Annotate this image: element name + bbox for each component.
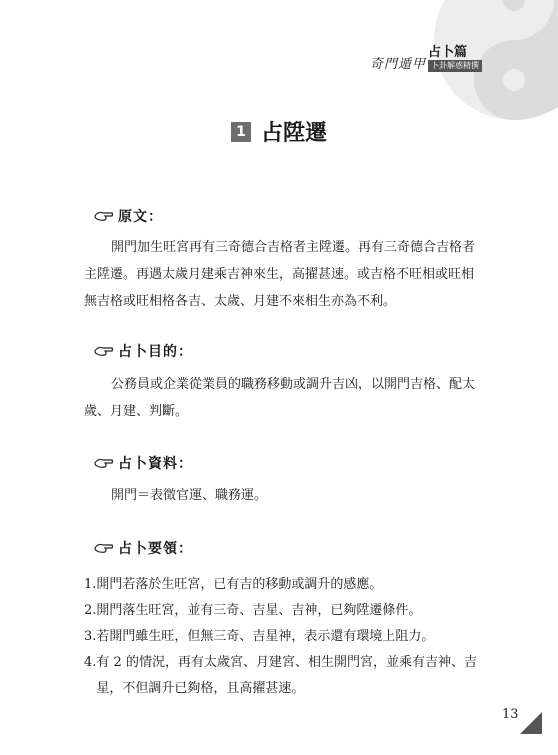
list-item (84, 572, 484, 598)
corner-triangle-icon (520, 712, 542, 734)
pointing-hand-icon (94, 345, 114, 357)
section-label: 占卜要領： (118, 541, 193, 557)
purpose-paragraph: 公務員或企業從業員的職務移動或調升吉凶，以開門吉格、配太歲、月建、判斷。 (84, 377, 476, 419)
list-item-number: 1. (84, 577, 97, 592)
section-label: 占卜資料： (118, 456, 193, 472)
section-label: 原文： (118, 209, 163, 225)
list-item-text: 開門若落於生旺宮，已有吉的移動或調升的感應。 (96, 577, 383, 592)
section-heading-key-points (94, 538, 193, 558)
list-item-text: 若開門雖生旺，但無三奇、吉星神，表示還有環境上阻力。 (96, 629, 435, 644)
data-paragraph: 開門＝表徵官運、職務運。 (111, 488, 268, 503)
section-heading-purpose (94, 341, 193, 361)
list-item (84, 624, 484, 650)
list-item-text: 開門落生旺宮，並有三奇、吉星、吉神，已夠陞遷條件。 (96, 603, 422, 618)
list-item-number: 3. (84, 629, 97, 644)
pointing-hand-icon (94, 210, 114, 222)
header-tag: 卜卦解惑精撰 (428, 60, 482, 72)
key-points-list (84, 572, 484, 702)
section-heading-original-text (94, 206, 163, 226)
list-item-number: 2. (84, 603, 97, 618)
page-number: 13 (502, 707, 519, 722)
header-book-title: 奇門遁甲 (370, 57, 427, 72)
list-item-number: 4. (84, 655, 97, 670)
list-item-text: 有 2 的情況，再有太歲宮、月建宮、相生開門宮，並乘有吉神、吉星，不但調升已夠格，且高擢甚速。 (96, 655, 477, 696)
list-item (84, 650, 484, 702)
list-item (84, 598, 484, 624)
chapter-heading (0, 116, 558, 147)
header-section-title: 占卜篇 (428, 45, 468, 60)
section-heading-data (94, 453, 193, 473)
chapter-title: 占陞遷 (260, 120, 327, 146)
pointing-hand-icon (94, 542, 114, 554)
section-label: 占卜目的： (118, 344, 193, 360)
running-header (370, 46, 482, 72)
chapter-number-badge: 1 (231, 122, 251, 142)
original-text-paragraph: 開門加生旺宮再有三奇德合吉格者主陞遷。再有三奇德合吉格者主陞遷。再遇太歲月建乘吉神來生，高擢甚速。或吉格不旺相或旺相無吉格或旺相格各吉、太歲、月建不來相生亦為不利。 (84, 240, 476, 309)
pointing-hand-icon (94, 457, 114, 469)
